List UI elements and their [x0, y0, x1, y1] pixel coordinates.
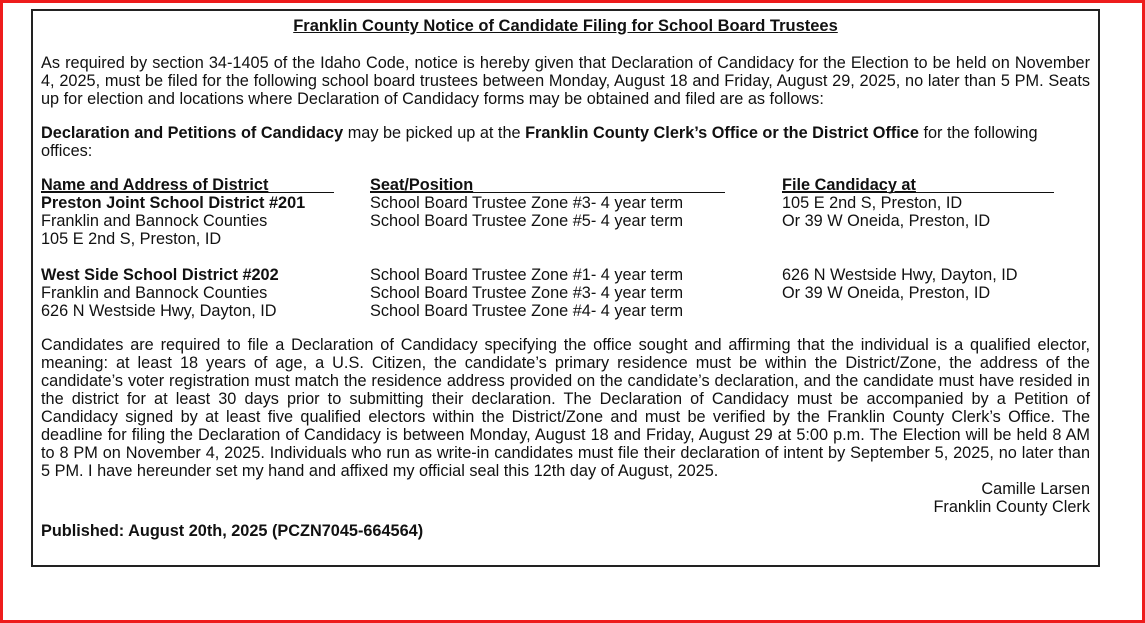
seat-column-header: Seat/Position	[370, 176, 725, 193]
district-2-seat-2: School Board Trustee Zone #3- 4 year term	[370, 284, 684, 302]
district-1-address-line-2: 105 E 2nd S, Preston, ID	[41, 230, 222, 248]
district-2-seat-3: School Board Trustee Zone #4- 4 year term	[370, 302, 684, 320]
district-column-header: Name and Address of District	[41, 176, 334, 193]
pickup-bold-1: Declaration and Petitions of Candidacy	[41, 124, 344, 142]
district-1-file-at-2: Or 39 W Oneida, Preston, ID	[782, 212, 991, 230]
district-table	[41, 176, 1090, 336]
district-column	[41, 176, 341, 320]
pickup-bold-2: Franklin County Clerk’s Office or the District Office	[525, 124, 919, 142]
legal-notice	[31, 9, 1100, 567]
district-1-address-line-1: Franklin and Bannock Counties	[41, 212, 268, 230]
district-1-file-at-1: 105 E 2nd S, Preston, ID	[782, 194, 963, 212]
signer-name: Camille Larsen	[981, 480, 1090, 498]
district-2-address-line-1: Franklin and Bannock Counties	[41, 284, 268, 302]
district-1-seat-1: School Board Trustee Zone #3- 4 year term	[370, 194, 684, 212]
published-line: Published: August 20th, 2025 (PCZN7045-664564)	[41, 522, 424, 540]
signer-title: Franklin County Clerk	[933, 498, 1090, 516]
district-2-name: West Side School District #202	[41, 266, 279, 284]
intro-paragraph: As required by section 34-1405 of the Idaho Code, notice is hereby given that Declaration of Candidacy for the Election to be held on November 4, 2025, must be filed for the following school board trustees between Monday, August 18 and Friday, August 29, 2025, no later than 5 PM. Seats up for election and locations where Declaration of Candidacy forms may be obtained and filed are as follows:	[41, 54, 1090, 108]
file-column-header: File Candidacy at	[782, 176, 1054, 193]
district-2-file-at-2: Or 39 W Oneida, Preston, ID	[782, 284, 991, 302]
district-2-address-line-2: 626 N Westside Hwy, Dayton, ID	[41, 302, 277, 320]
file-column	[782, 176, 1082, 302]
district-2-file-at-1: 626 N Westside Hwy, Dayton, ID	[782, 266, 1018, 284]
notice-title: Franklin County Notice of Candidate Filing for School Board Trustees	[293, 17, 838, 35]
signature-block	[41, 480, 1090, 516]
pickup-paragraph	[41, 124, 1090, 160]
requirements-paragraph: Candidates are required to file a Declaration of Candidacy specifying the office sought and affirming that the individual is a qualified elector, meaning: at least 18 years of age, a U.S. Citizen, the candidate’s primary residence must be within the District/Zone, the address of the candidate’s voter registration must match the residence address provided on the candidate’s declaration, and the candidate must have resided in the district for at least 30 days prior to submitting their declaration. The Declaration of Candidacy must be accompanied by a Petition of Candidacy signed by at least five qualified electors within the District/Zone and must be verified by the Franklin County Clerk’s Office. The deadline for filing the Declaration of Candidacy is between Monday, August 18 and Friday, August 29 at 5:00 p.m. The Election will be held 8 AM to 8 PM on November 4, 2025. Individuals who run as write-in candidates must file their declaration of intent by September 5, 2025, no later than 5 PM. I have hereunder set my hand and affixed my official seal this 12th day of August, 2025.	[41, 336, 1090, 480]
district-1-name: Preston Joint School District #201	[41, 194, 306, 212]
district-2-seat-1: School Board Trustee Zone #1- 4 year term	[370, 266, 684, 284]
pickup-text-2: for the following offices:	[41, 124, 1038, 160]
pickup-text-1: may be picked up at the	[343, 124, 526, 142]
seat-column	[370, 176, 730, 320]
district-1-seat-2: School Board Trustee Zone #5- 4 year term	[370, 212, 684, 230]
